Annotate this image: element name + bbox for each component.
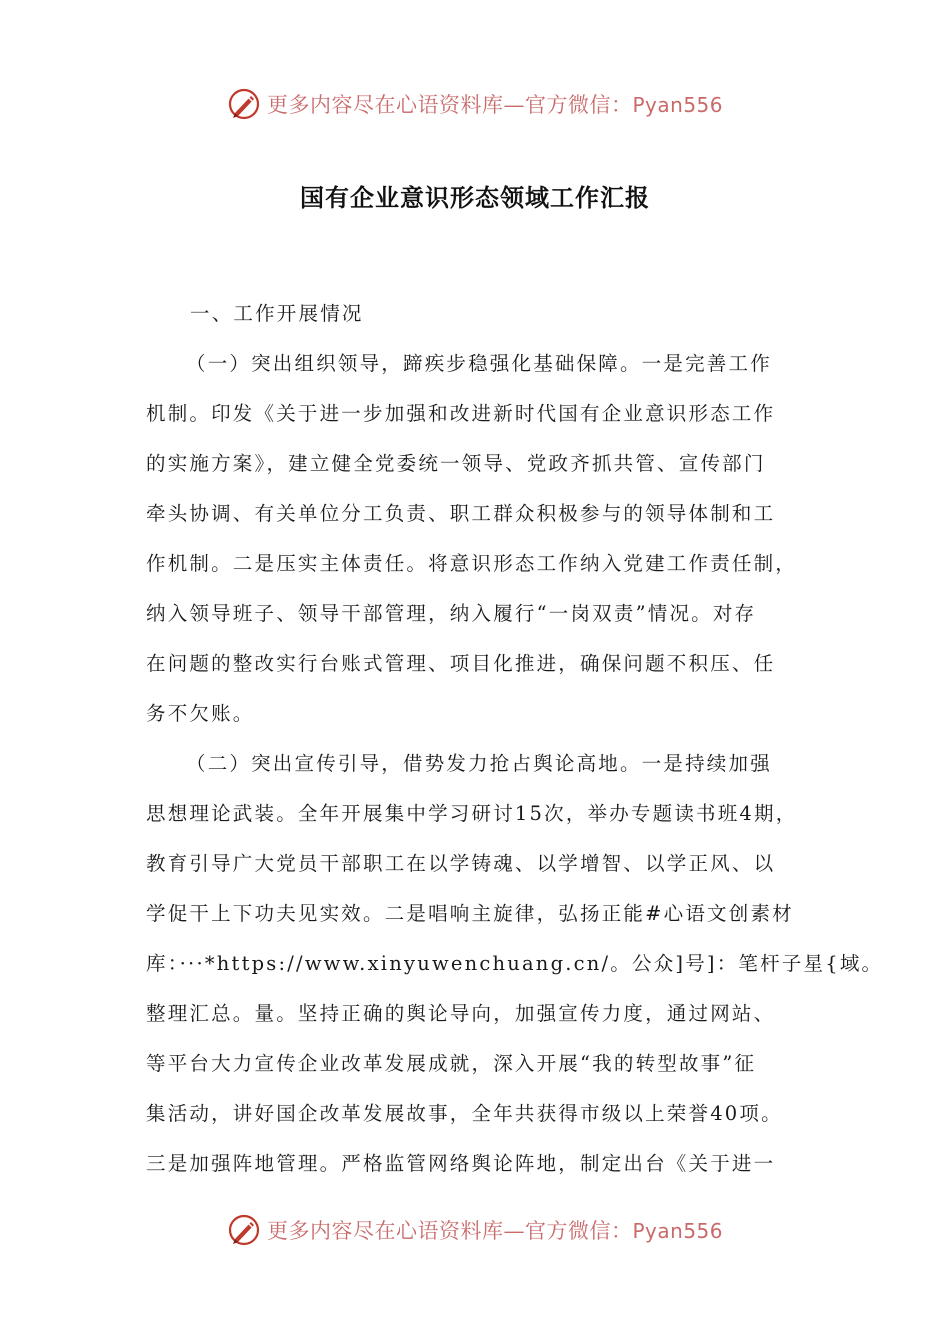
watermark-text: 更多内容尽在心语资料库—官方微信：Pyan556 [266, 93, 723, 117]
paragraph-line: （一）突出组织领导，蹄疾步稳强化基础保障。一是完善工作 [186, 352, 772, 375]
paragraph-line: 整理汇总。量。坚持正确的舆论导向，加强宣传力度，通过网站、 [146, 1002, 776, 1025]
paragraph-line: 牵头协调、有关单位分工负责、职工群众积极参与的领导体制和工 [146, 502, 776, 525]
section-heading: 一、工作开展情况 [190, 302, 364, 325]
paragraph-line: 在问题的整改实行台账式管理、项目化推进，确保问题不积压、任 [146, 652, 776, 675]
watermark-footer [0, 1210, 950, 1250]
document-body [146, 289, 884, 1189]
document-title: 国有企业意识形态领域工作汇报 [300, 184, 650, 212]
paragraph-line: 纳入领导班子、领导干部管理，纳入履行“一岗双责”情况。对存 [146, 602, 757, 625]
paragraph-line: 机制。印发《关于进一步加强和改进新时代国有企业意识形态工作 [146, 402, 776, 425]
pen-logo-icon [227, 87, 261, 121]
paragraph-line: 学促干上下功夫见实效。二是唱响主旋律，弘扬正能#心语文创素材 [146, 902, 794, 925]
paragraph-line: 务不欠账。 [146, 702, 255, 725]
paragraph-line: 作机制。二是压实主体责任。将意识形态工作纳入党建工作责任制， [146, 552, 798, 575]
watermark-text: 更多内容尽在心语资料库—官方微信：Pyan556 [266, 1219, 723, 1243]
watermark-header [0, 84, 950, 124]
pen-logo-icon [227, 1213, 261, 1247]
paragraph-line: 的实施方案》，建立健全党委统一领导、党政齐抓共管、宣传部门 [146, 452, 766, 475]
paragraph-line: 三是加强阵地管理。严格监管网络舆论阵地，制定出台《关于进一 [146, 1152, 776, 1175]
paragraph-line: 库：···*https://www.xinyuwenchuang.cn/。公众]号]：笔杆子星{域。 [146, 952, 884, 975]
paragraph-line: （二）突出宣传引导，借势发力抢占舆论高地。一是持续加强 [186, 752, 772, 775]
paragraph-line: 等平台大力宣传企业改革发展成就，深入开展“我的转型故事”征 [146, 1052, 757, 1075]
paragraph-line: 思想理论武装。全年开展集中学习研讨15次，举办专题读书班4期， [146, 802, 798, 825]
paragraph-line: 集活动，讲好国企改革发展故事，全年共获得市级以上荣誉40项。 [146, 1102, 783, 1125]
paragraph-line: 教育引导广大党员干部职工在以学铸魂、以学增智、以学正风、以 [146, 852, 776, 875]
